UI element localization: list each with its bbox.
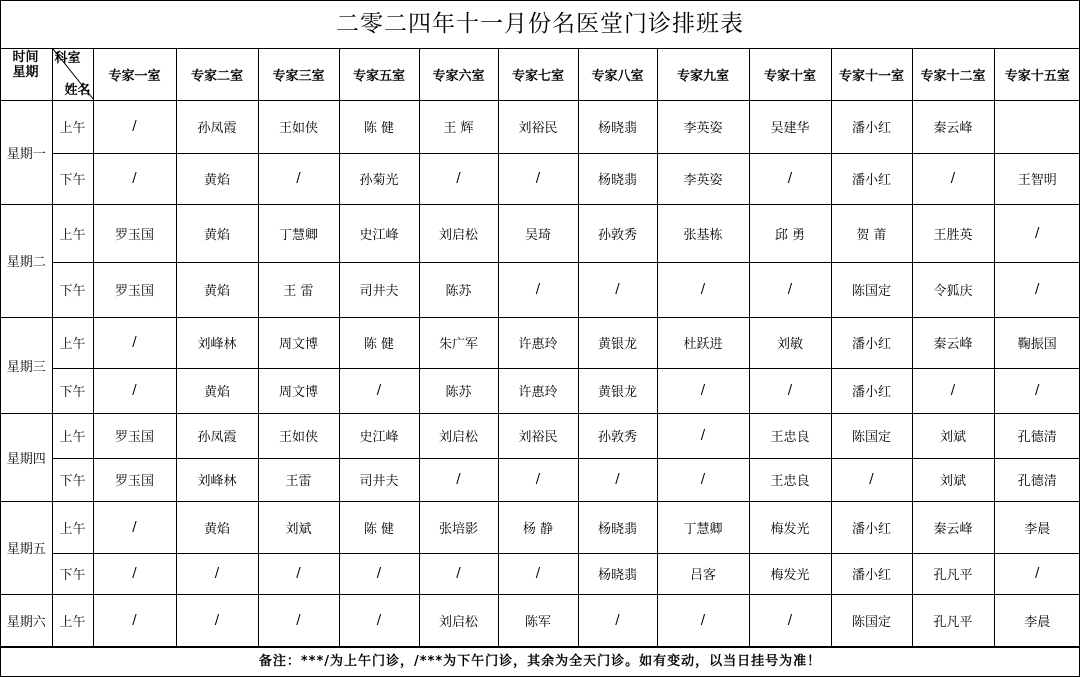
doctor-cell: 李晨 xyxy=(994,501,1080,553)
doctor-cell: 王忠良 xyxy=(749,413,831,458)
weekday-cell: 星期三 xyxy=(1,317,52,413)
doctor-cell: / xyxy=(498,458,578,501)
remark-note: 备注：***/为上午门诊，/***为下午门诊，其余为全天门诊。如有变动，以当日挂号为准！ xyxy=(1,647,1079,676)
doctor-cell: 刘峰林 xyxy=(176,458,258,501)
period-cell: 下午 xyxy=(52,368,93,413)
doctor-cell: / xyxy=(657,262,749,317)
doctor-cell: 罗玉国 xyxy=(93,458,176,501)
room-header: 专家十室 xyxy=(749,49,831,100)
room-header: 专家十一室 xyxy=(831,49,912,100)
doctor-cell: 李英姿 xyxy=(657,100,749,153)
weekday-cell: 星期五 xyxy=(1,501,52,594)
schedule-row xyxy=(1,262,1080,317)
room-header: 专家一室 xyxy=(93,49,176,100)
doctor-cell: 陈 健 xyxy=(339,100,419,153)
schedule-row xyxy=(1,501,1080,553)
doctor-cell: 杨晓翡 xyxy=(578,553,657,594)
doctor-cell: 周文博 xyxy=(258,368,339,413)
doctor-cell: 张培影 xyxy=(419,501,498,553)
doctor-cell: 司井夫 xyxy=(339,262,419,317)
doctor-cell: 王智明 xyxy=(994,153,1080,204)
doctor-cell: / xyxy=(419,553,498,594)
doctor-cell: 邱 勇 xyxy=(749,204,831,262)
doctor-cell: 潘小红 xyxy=(831,553,912,594)
room-header: 专家六室 xyxy=(419,49,498,100)
doctor-cell: 令狐庆 xyxy=(912,262,994,317)
doctor-cell: 王 雷 xyxy=(258,262,339,317)
doctor-cell: 孔德清 xyxy=(994,413,1080,458)
schedule-row xyxy=(1,458,1080,501)
doctor-cell: 吴建华 xyxy=(749,100,831,153)
room-header: 专家八室 xyxy=(578,49,657,100)
doctor-cell: 黄焰 xyxy=(176,204,258,262)
doctor-cell: 秦云峰 xyxy=(912,501,994,553)
doctor-cell: 吕客 xyxy=(657,553,749,594)
corner-time-weekday xyxy=(1,49,52,100)
doctor-cell: 黄焰 xyxy=(176,262,258,317)
period-cell: 上午 xyxy=(52,317,93,368)
doctor-cell: / xyxy=(176,594,258,646)
page-title: 二零二四年十一月份名医堂门诊排班表 xyxy=(1,1,1079,49)
doctor-cell: / xyxy=(93,368,176,413)
doctor-cell: 刘斌 xyxy=(912,458,994,501)
doctor-cell: 梅发光 xyxy=(749,501,831,553)
doctor-cell: 鞠振国 xyxy=(994,317,1080,368)
doctor-cell: / xyxy=(258,594,339,646)
doctor-cell: / xyxy=(994,262,1080,317)
doctor-cell: / xyxy=(994,204,1080,262)
doctor-cell: 刘斌 xyxy=(912,413,994,458)
doctor-cell: / xyxy=(93,317,176,368)
doctor-cell: 黄焰 xyxy=(176,501,258,553)
doctor-cell: 许惠玲 xyxy=(498,368,578,413)
doctor-cell: 潘小红 xyxy=(831,317,912,368)
doctor-cell xyxy=(994,100,1080,153)
schedule-row xyxy=(1,594,1080,646)
doctor-cell: / xyxy=(994,553,1080,594)
doctor-cell: 罗玉国 xyxy=(93,204,176,262)
doctor-cell: / xyxy=(176,553,258,594)
doctor-cell: 史江峰 xyxy=(339,204,419,262)
doctor-cell: 孔凡平 xyxy=(912,553,994,594)
schedule-body xyxy=(1,100,1080,646)
doctor-cell: / xyxy=(419,153,498,204)
doctor-cell: 孔德清 xyxy=(994,458,1080,501)
doctor-cell: / xyxy=(749,153,831,204)
doctor-cell: / xyxy=(498,553,578,594)
doctor-cell: 刘峰林 xyxy=(176,317,258,368)
doctor-cell: / xyxy=(93,153,176,204)
doctor-cell: 刘裕民 xyxy=(498,413,578,458)
doctor-cell: / xyxy=(657,458,749,501)
weekday-cell: 星期二 xyxy=(1,204,52,317)
doctor-cell: 张基栋 xyxy=(657,204,749,262)
room-header: 专家三室 xyxy=(258,49,339,100)
doctor-cell: / xyxy=(93,100,176,153)
doctor-cell: / xyxy=(339,368,419,413)
doctor-cell: 黄焰 xyxy=(176,153,258,204)
doctor-cell: 王如侠 xyxy=(258,100,339,153)
doctor-cell: / xyxy=(419,458,498,501)
doctor-cell: / xyxy=(258,153,339,204)
doctor-cell: 陈苏 xyxy=(419,262,498,317)
doctor-cell: 孙凤霞 xyxy=(176,413,258,458)
doctor-cell: 罗玉国 xyxy=(93,262,176,317)
doctor-cell: 史江峰 xyxy=(339,413,419,458)
doctor-cell: 陈苏 xyxy=(419,368,498,413)
schedule-row xyxy=(1,553,1080,594)
room-header: 专家五室 xyxy=(339,49,419,100)
room-header: 专家二室 xyxy=(176,49,258,100)
weekday-label: 星期 xyxy=(12,65,39,80)
doctor-cell: 陈国定 xyxy=(831,413,912,458)
doctor-cell: 梅发光 xyxy=(749,553,831,594)
doctor-cell: 贺 莆 xyxy=(831,204,912,262)
doctor-cell: 丁慧卿 xyxy=(258,204,339,262)
schedule-row xyxy=(1,153,1080,204)
doctor-cell: / xyxy=(339,594,419,646)
doctor-cell: 黄银龙 xyxy=(578,368,657,413)
doctor-cell: / xyxy=(831,458,912,501)
doctor-cell: 刘裕民 xyxy=(498,100,578,153)
doctor-cell: / xyxy=(578,458,657,501)
doctor-cell: / xyxy=(578,262,657,317)
doctor-cell: / xyxy=(749,262,831,317)
doctor-cell: / xyxy=(93,553,176,594)
doctor-cell: 杨 静 xyxy=(498,501,578,553)
period-cell: 下午 xyxy=(52,553,93,594)
schedule-row xyxy=(1,317,1080,368)
doctor-cell: 杜跃进 xyxy=(657,317,749,368)
schedule-row xyxy=(1,413,1080,458)
period-cell: 下午 xyxy=(52,262,93,317)
room-header: 专家九室 xyxy=(657,49,749,100)
period-cell: 上午 xyxy=(52,100,93,153)
doctor-cell: 刘斌 xyxy=(258,501,339,553)
room-label: 科室 xyxy=(54,51,81,66)
doctor-cell: 李晨 xyxy=(994,594,1080,646)
doctor-cell: 王胜英 xyxy=(912,204,994,262)
doctor-cell: 刘敏 xyxy=(749,317,831,368)
doctor-cell: / xyxy=(498,153,578,204)
doctor-cell: 秦云峰 xyxy=(912,100,994,153)
schedule-row xyxy=(1,368,1080,413)
period-cell: 上午 xyxy=(52,413,93,458)
period-cell: 上午 xyxy=(52,594,93,646)
doctor-cell: / xyxy=(994,368,1080,413)
doctor-cell: 孙凤霞 xyxy=(176,100,258,153)
doctor-cell: 潘小红 xyxy=(831,100,912,153)
doctor-cell: / xyxy=(498,262,578,317)
doctor-cell: 罗玉国 xyxy=(93,413,176,458)
doctor-cell: 周文博 xyxy=(258,317,339,368)
period-cell: 上午 xyxy=(52,501,93,553)
doctor-cell: / xyxy=(912,153,994,204)
doctor-cell: 吴琦 xyxy=(498,204,578,262)
doctor-cell: 黄焰 xyxy=(176,368,258,413)
doctor-cell: 黄银龙 xyxy=(578,317,657,368)
doctor-cell: 杨晓翡 xyxy=(578,153,657,204)
doctor-cell: / xyxy=(657,594,749,646)
doctor-cell: / xyxy=(578,594,657,646)
weekday-cell: 星期六 xyxy=(1,594,52,646)
doctor-cell: / xyxy=(258,553,339,594)
room-header: 专家十二室 xyxy=(912,49,994,100)
doctor-cell: 孙敦秀 xyxy=(578,204,657,262)
room-header: 专家十五室 xyxy=(994,49,1080,100)
doctor-cell: 王雷 xyxy=(258,458,339,501)
doctor-cell: 陈国定 xyxy=(831,262,912,317)
name-label: 姓名 xyxy=(64,82,91,98)
doctor-cell: 刘启松 xyxy=(419,204,498,262)
doctor-cell: 秦云峰 xyxy=(912,317,994,368)
doctor-cell: 潘小红 xyxy=(831,153,912,204)
doctor-cell: 潘小红 xyxy=(831,501,912,553)
doctor-cell: 杨晓翡 xyxy=(578,501,657,553)
doctor-cell: 许惠玲 xyxy=(498,317,578,368)
doctor-cell: 孙菊光 xyxy=(339,153,419,204)
doctor-cell: / xyxy=(749,594,831,646)
doctor-cell: 陈军 xyxy=(498,594,578,646)
doctor-cell: 王忠良 xyxy=(749,458,831,501)
doctor-cell: / xyxy=(93,594,176,646)
doctor-cell: 陈 健 xyxy=(339,317,419,368)
doctor-cell: / xyxy=(657,368,749,413)
doctor-cell: 李英姿 xyxy=(657,153,749,204)
period-cell: 下午 xyxy=(52,153,93,204)
doctor-cell: 潘小红 xyxy=(831,368,912,413)
period-cell: 上午 xyxy=(52,204,93,262)
doctor-cell: / xyxy=(749,368,831,413)
header-row xyxy=(1,49,1080,100)
doctor-cell: 丁慧卿 xyxy=(657,501,749,553)
doctor-cell: 朱广军 xyxy=(419,317,498,368)
doctor-cell: 孔凡平 xyxy=(912,594,994,646)
weekday-cell: 星期一 xyxy=(1,100,52,204)
time-label: 时间 xyxy=(12,50,39,65)
doctor-cell: 孙敦秀 xyxy=(578,413,657,458)
doctor-cell: / xyxy=(339,553,419,594)
schedule-row xyxy=(1,100,1080,153)
schedule-table xyxy=(1,49,1080,647)
room-header: 专家七室 xyxy=(498,49,578,100)
weekday-cell: 星期四 xyxy=(1,413,52,501)
doctor-cell: 王如侠 xyxy=(258,413,339,458)
doctor-cell: 陈 健 xyxy=(339,501,419,553)
doctor-cell: / xyxy=(912,368,994,413)
schedule-row xyxy=(1,204,1080,262)
doctor-cell: 刘启松 xyxy=(419,594,498,646)
doctor-cell: / xyxy=(93,501,176,553)
doctor-cell: 司井夫 xyxy=(339,458,419,501)
doctor-cell: 陈国定 xyxy=(831,594,912,646)
corner-room-name xyxy=(52,49,93,100)
doctor-cell: 王 辉 xyxy=(419,100,498,153)
doctor-cell: / xyxy=(657,413,749,458)
period-cell: 下午 xyxy=(52,458,93,501)
doctor-cell: 刘启松 xyxy=(419,413,498,458)
doctor-cell: 杨晓翡 xyxy=(578,100,657,153)
